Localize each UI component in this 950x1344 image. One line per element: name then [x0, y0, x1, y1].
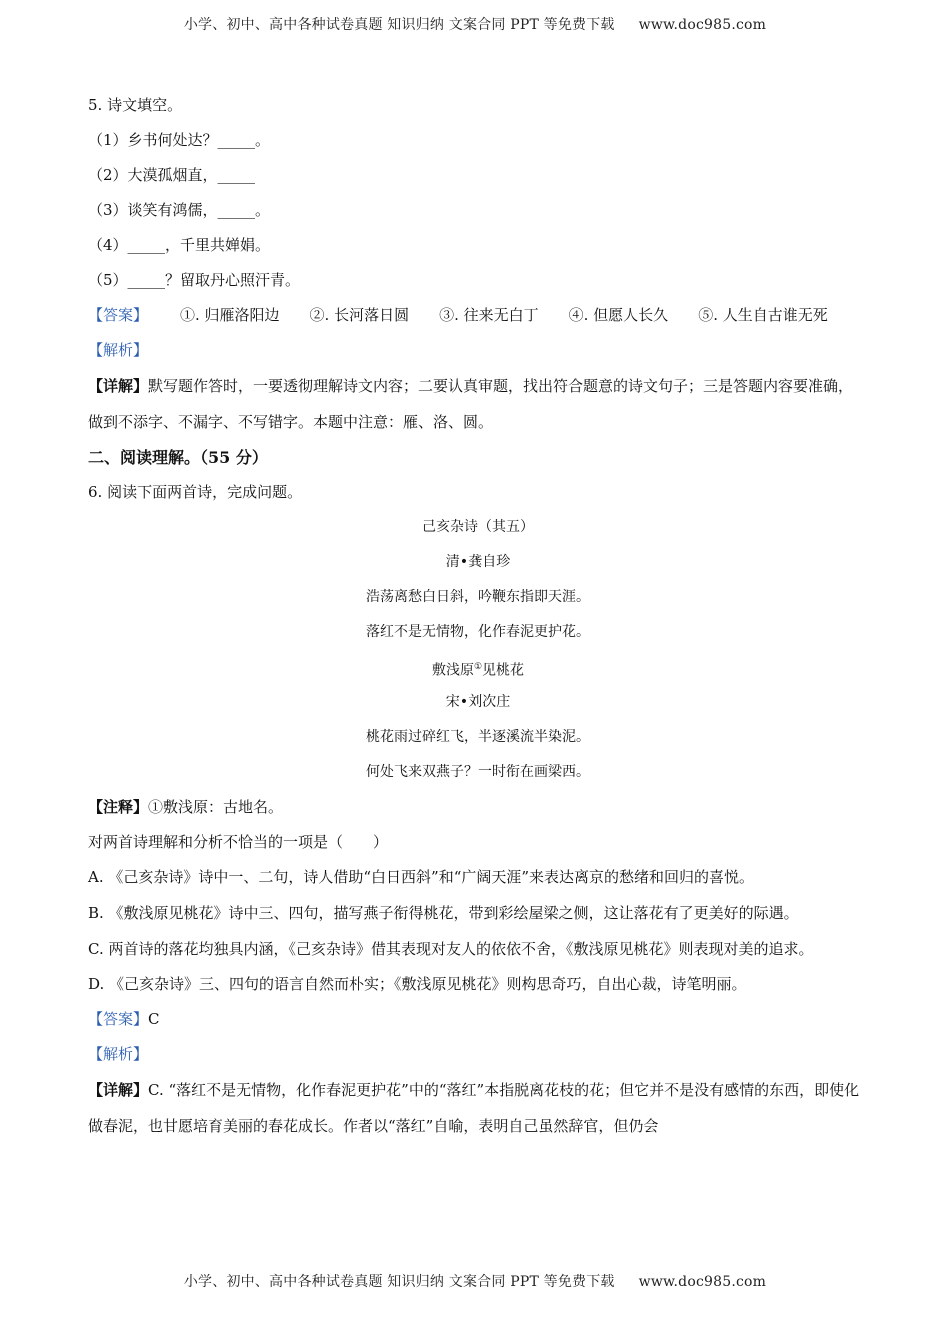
footer-text: 小学、初中、高中各种试卷真题 知识归纳 文案合同 PPT 等免费下载: [183, 1274, 615, 1290]
q6-question: 对两首诗理解和分析不恰当的一项是（ ）: [88, 833, 389, 851]
q5-title: 5. 诗文填空。: [88, 96, 183, 114]
q5-answer-2: ②. 长河落日圆: [309, 306, 410, 324]
q5-detail: [88, 368, 868, 440]
poem2-title-a: 敷浅原: [431, 662, 474, 679]
q5-answer-1: ①. 归雁洛阳边: [180, 306, 280, 324]
poem2-line-2: 何处飞来双燕子？一时衔在画梁西。: [366, 764, 590, 780]
page-footer: [0, 1271, 950, 1291]
q5-item-3: （3）谈笑有鸿儒，_____。: [88, 201, 271, 219]
poem1-line-2: 落红不是无情物，化作春泥更护花。: [366, 624, 590, 640]
q6-answer-label: 【答案】: [88, 1010, 149, 1028]
q6-option-c: C. 两首诗的落花均独具内涵，《己亥杂诗》借其表现对友人的依依不舍，《敷浅原见桃花》则表现对美的追求。: [88, 940, 814, 958]
q6-note: [88, 790, 868, 825]
poem1-line-1: 浩荡离愁白日斜，吟鞭东指即天涯。: [366, 589, 590, 605]
q5-detail-text: 默写题作答时，一要透彻理解诗文内容；二要认真审题，找出符合题意的诗文句子；三是答题内容要准确，做到不添字、不漏字、不写错字。本题中注意：雁、洛、圆。: [88, 377, 854, 431]
q5-answer-5: ⑤. 人生自古谁无死: [698, 306, 828, 324]
q6-answer-row: [88, 1002, 868, 1037]
poem1-author: 清•龚自珍: [445, 554, 511, 570]
q5-analysis-label: 【解析】: [88, 341, 149, 359]
q6-option-d: D. 《己亥杂诗》三、四句的语言自然而朴实；《敷浅原见桃花》则构思奇巧，自出心裁，诗笔明丽。: [88, 975, 747, 993]
q6-analysis-label: 【解析】: [88, 1045, 149, 1063]
q6-detail: [88, 1072, 868, 1144]
q6-option-a: A. 《己亥杂诗》诗中一、二句，诗人借助“白日西斜”和“广阔天涯”来表达离京的愁绪和回归的喜悦。: [88, 868, 755, 886]
poem1-title: 己亥杂诗（其五）: [422, 519, 534, 535]
q6-option-b: B. 《敷浅原见桃花》诗中三、四句，描写燕子衔得桃花，带到彩绘屋梁之侧，这让落花有了更美好的际遇。: [88, 904, 799, 922]
q6-title: 6. 阅读下面两首诗，完成问题。: [88, 483, 303, 501]
q6-note-label: 【注释】: [88, 798, 149, 816]
q5-item-4: （4）_____，千里共婵娟。: [88, 236, 271, 254]
q5-answer-row: [88, 298, 868, 333]
poem2-line-1: 桃花雨过碎红飞，半逐溪流半染泥。: [366, 729, 590, 745]
q5-item-1: （1）乡书何处达？_____。: [88, 131, 271, 149]
q5-answer-label: 【答案】: [88, 306, 149, 324]
section-2-title: 二、阅读理解。（55 分）: [88, 448, 268, 467]
q5-answer-4: ④. 但愿人长久: [568, 306, 669, 324]
header-site: www.doc985.com: [638, 17, 767, 33]
poem2-title-b: 见桃花: [482, 662, 525, 679]
q6-note-text: ①敷浅原：古地名。: [148, 798, 284, 816]
document-body: [88, 88, 868, 1144]
q6-detail-label: 【详解】: [88, 1081, 149, 1099]
q5-detail-label: 【详解】: [88, 377, 149, 395]
q5-answer-3: ③. 往来无白丁: [439, 306, 539, 324]
poem2-footnote-mark: ①: [473, 662, 483, 672]
q6-detail-text: C. “落红不是无情物，化作春泥更护花”中的“落红”本指脱离花枝的花；但它并不是没有感情的东西，即使化做春泥，也甘愿培育美丽的春花成长。作者以“落红”自喻，表明自己虽然辞官，但仍会: [88, 1081, 860, 1135]
poem2-title: [88, 650, 868, 685]
poem2-author: 宋•刘次庄: [445, 694, 511, 710]
footer-site: www.doc985.com: [638, 1274, 767, 1290]
q5-item-5: （5）_____？留取丹心照汗青。: [88, 271, 301, 289]
q6-answer: C: [148, 1010, 160, 1028]
q5-item-2: （2）大漠孤烟直，_____: [88, 166, 256, 184]
page-header: [0, 14, 950, 34]
header-text: 小学、初中、高中各种试卷真题 知识归纳 文案合同 PPT 等免费下载: [183, 17, 615, 33]
